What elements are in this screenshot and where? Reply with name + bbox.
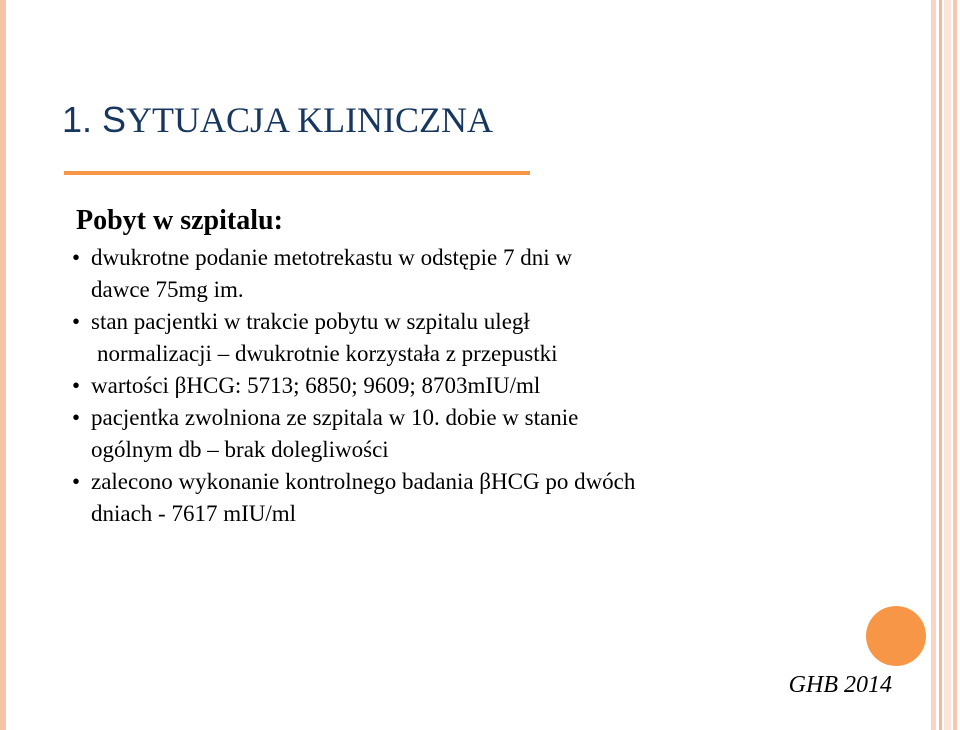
title-underline bbox=[64, 171, 530, 175]
bullet-line: • pacjentka zwolniona ze szpitala w 10. dobie w stanie bbox=[91, 405, 579, 430]
footer-text: GHB 2014 bbox=[788, 672, 892, 698]
section-heading: Pobyt w szpitalu: bbox=[76, 205, 283, 236]
bullet-line: • dwukrotne podanie metotrekastu w odstępie 7 dni w bbox=[91, 245, 572, 270]
bullet-line: • stan pacjentki w trakcie pobytu w szpitalu uległ bbox=[91, 309, 530, 334]
bullet-line: • zalecono wykonanie kontrolnego badania βHCG po dwóch bbox=[91, 469, 636, 494]
bullet-item bbox=[72, 306, 872, 370]
right-decorative-stripe bbox=[944, 0, 951, 730]
bullet-item bbox=[72, 370, 872, 402]
right-decorative-stripe bbox=[939, 0, 942, 730]
bullet-line: • wartości βHCG: 5713; 6850; 9609; 8703mIU/ml bbox=[91, 373, 541, 398]
bullet-list bbox=[72, 242, 872, 530]
slide-title-text: YTUACJA KLINICZNA bbox=[126, 100, 494, 140]
bullet-line: normalizacji – dwukrotnie korzystała z przepustki bbox=[97, 341, 558, 366]
right-decorative-stripe bbox=[931, 0, 936, 730]
bullet-line: ogólnym db – brak dolegliwości bbox=[91, 437, 389, 462]
slide-title-number: 1. S bbox=[62, 99, 127, 140]
bullet-item bbox=[72, 242, 872, 306]
bullet-line: dawce 75mg im. bbox=[91, 277, 244, 302]
bullet-line: dniach - 7617 mIU/ml bbox=[91, 501, 297, 526]
decorative-circle bbox=[866, 606, 926, 666]
right-decorative-stripe bbox=[953, 0, 957, 730]
left-edge-accent bbox=[0, 0, 6, 730]
bullet-item bbox=[72, 466, 872, 530]
bullet-item bbox=[72, 402, 872, 466]
slide-title bbox=[62, 98, 493, 142]
